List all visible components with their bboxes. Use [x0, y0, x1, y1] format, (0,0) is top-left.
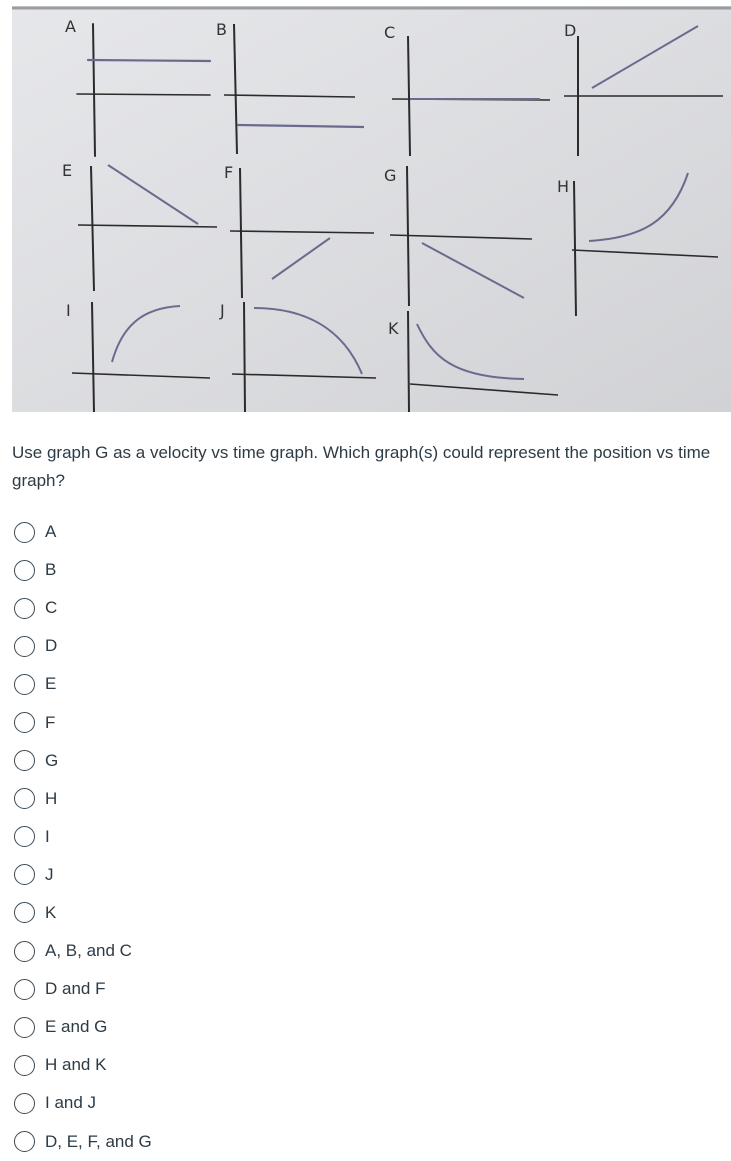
graph-B-label: B — [216, 20, 227, 39]
answer-option[interactable] — [14, 742, 414, 780]
answer-option[interactable] — [14, 894, 414, 932]
answer-option-label: A — [45, 522, 57, 542]
answer-option[interactable] — [14, 551, 414, 589]
answer-radio[interactable] — [14, 941, 35, 962]
answer-option[interactable] — [14, 1084, 414, 1122]
answer-radio[interactable] — [14, 674, 35, 695]
answer-radio[interactable] — [14, 902, 35, 923]
answer-option-label: I and J — [45, 1093, 97, 1113]
answer-radio[interactable] — [14, 1017, 35, 1038]
answer-radio[interactable] — [14, 788, 35, 809]
answer-option[interactable] — [14, 627, 414, 665]
answer-radio[interactable] — [14, 636, 35, 657]
answer-radio[interactable] — [14, 864, 35, 885]
answer-option[interactable] — [14, 856, 414, 894]
answer-option-label: A, B, and C — [45, 941, 132, 961]
question-text: Use graph G as a velocity vs time graph. Which graph(s) could represent the position vs time graph? — [12, 443, 711, 490]
graph-I-label: I — [66, 301, 71, 320]
answer-option[interactable] — [14, 970, 414, 1008]
answer-option-label: K — [45, 902, 57, 922]
answer-option-label: D — [45, 636, 58, 656]
answer-radio[interactable] — [14, 1131, 35, 1152]
answer-radio[interactable] — [14, 979, 35, 1000]
answer-option[interactable] — [14, 818, 414, 856]
answer-radio[interactable] — [14, 826, 35, 847]
answer-option-label: C — [45, 598, 58, 618]
answer-radio[interactable] — [14, 522, 35, 543]
graph-C-label: C — [384, 23, 396, 42]
answer-option[interactable] — [14, 1008, 414, 1046]
answer-option[interactable] — [14, 665, 414, 703]
answer-radio[interactable] — [14, 1055, 35, 1076]
answer-option-label: D, E, F, and G — [45, 1131, 152, 1151]
answer-option[interactable] — [14, 932, 414, 970]
answer-option-label: I — [45, 826, 50, 846]
answer-option-label: G — [45, 750, 59, 770]
graph-A-label: A — [65, 17, 76, 36]
answer-options — [14, 513, 414, 1161]
answer-radio[interactable] — [14, 598, 35, 619]
graph-G-label: G — [384, 166, 397, 185]
answer-option-label: H — [45, 788, 58, 808]
answer-option-label: H and K — [45, 1055, 107, 1075]
answer-option-label: B — [45, 560, 57, 580]
answer-option[interactable] — [14, 1123, 414, 1161]
graph-E-label: E — [62, 161, 73, 180]
answer-option-label: E and G — [45, 1017, 108, 1037]
whiteboard-graphs-photo — [12, 6, 731, 412]
answer-radio[interactable] — [14, 560, 35, 581]
answer-option[interactable] — [14, 589, 414, 627]
answer-option-label: J — [45, 864, 54, 884]
answer-option[interactable] — [14, 1046, 414, 1084]
answer-option-label: D and F — [45, 979, 106, 999]
answer-radio[interactable] — [14, 1093, 35, 1114]
answer-option-label: F — [45, 712, 56, 732]
answer-option-label: E — [45, 674, 57, 694]
answer-option[interactable] — [14, 780, 414, 818]
answer-radio[interactable] — [14, 712, 35, 733]
graph-D-label: D — [564, 21, 577, 40]
answer-option[interactable] — [14, 513, 414, 551]
graph-H-label: H — [557, 177, 570, 196]
graph-K-label: K — [388, 319, 399, 338]
whiteboard-background — [12, 6, 731, 412]
answer-option[interactable] — [14, 703, 414, 741]
graph-J-label: J — [220, 301, 225, 320]
graph-F-label: F — [224, 163, 234, 182]
answer-radio[interactable] — [14, 750, 35, 771]
